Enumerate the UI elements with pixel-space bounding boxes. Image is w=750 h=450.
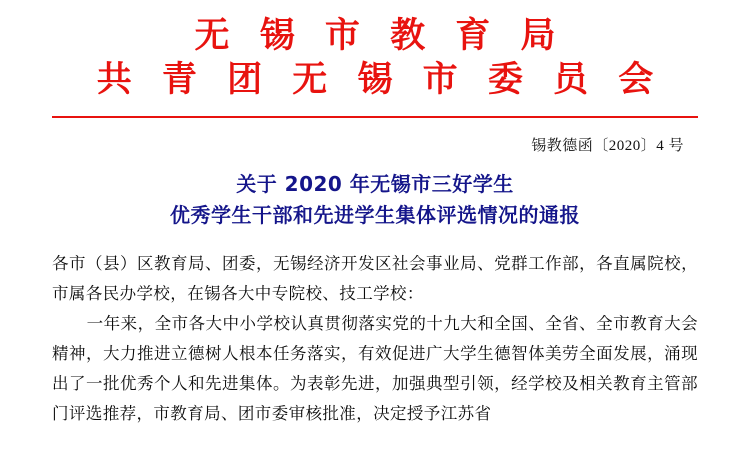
document-body [52, 249, 698, 429]
body-paragraph-addressees: 各市（县）区教育局、团委，无锡经济开发区社会事业局、党群工作部，各直属院校，市属各民办学校，在锡各大中专院校、技工学校： [52, 254, 698, 303]
masthead [52, 0, 698, 102]
document-number: 锡教德函〔2020〕4 号 [531, 138, 684, 154]
masthead-line-2: 共 青 团 无 锡 市 委 员 会 [96, 60, 663, 100]
document-title-line-2: 优秀学生干部和先进学生集体评选情况的通报 [170, 203, 580, 227]
document-title-line-1: 关于 2020 年无锡市三好学生 [236, 172, 514, 196]
red-divider-rule [52, 116, 698, 118]
body-paragraph-main: 一年来，全市各大中小学校认真贯彻落实党的十九大和全国、全省、全市教育大会精神，大力推进立德树人根本任务落实，有效促进广大学生德智体美劳全面发展，涌现出了一批优秀个人和先进集体。为表彰先进，加强典型引领，经学校及相关教育主管部门评选推荐，市教育局、团市委审核批准，决定授予江苏省 [52, 314, 698, 423]
masthead-line-1: 无 锡 市 教 育 局 [194, 16, 565, 56]
document-title [52, 169, 698, 231]
